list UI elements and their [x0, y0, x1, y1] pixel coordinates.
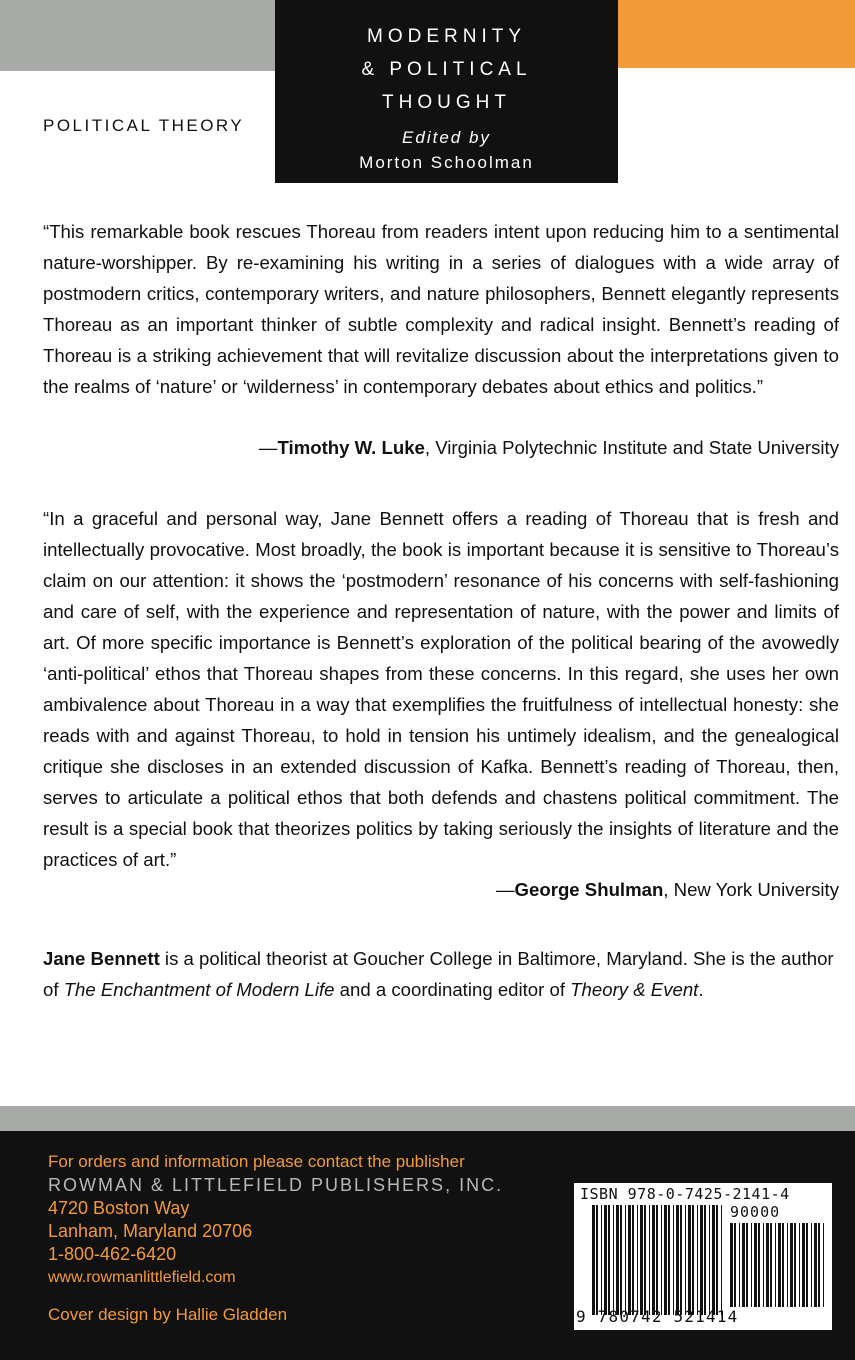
endorsement-quote-1: “This remarkable book rescues Thoreau from readers intent upon reducing him to a sentimental nature-worshipper. By re-examining his writing in a series of dialogues with a wide array of postmodern critics, contemporary writers, and nature philosophers, Bennett elegantly represents Thoreau as an important thinker of subtle complexity and radical insight. Bennett’s reading of Thoreau is a striking achievement that will revitalize discussion about the interpretations given to the realms of ‘nature’ or ‘wilderness’ in contemporary debates about ethics and politics.”: [43, 221, 839, 397]
barcode-bar: [637, 1205, 638, 1307]
author-bio: [43, 943, 839, 1005]
barcode-bar: [688, 1205, 691, 1307]
barcode-bar: [604, 1205, 607, 1307]
barcode-bar: [628, 1205, 631, 1307]
barcode-bar: [802, 1223, 805, 1307]
barcode-bar: [794, 1223, 796, 1307]
barcode-bar: [716, 1205, 718, 1307]
barcode-bar: [721, 1205, 722, 1307]
endorser-affiliation: , Virginia Polytechnic Institute and State University: [424, 437, 839, 458]
barcode-bar: [656, 1205, 658, 1307]
publisher-street: 4720 Boston Way: [48, 1198, 190, 1218]
barcode-bar: [730, 1223, 733, 1307]
author-name: Jane Bennett: [43, 948, 160, 969]
barcode-bar: [673, 1205, 674, 1307]
edited-by-label: Edited by: [402, 128, 491, 147]
bio-text: and a coordinating editor of: [334, 979, 571, 1000]
barcode-bar: [742, 1223, 745, 1307]
series-title: [275, 20, 618, 119]
barcode-bar: [652, 1205, 655, 1307]
bio-book-title-2: Theory & Event: [570, 979, 699, 1000]
series-title-line-3: THOUGHT: [382, 92, 511, 113]
barcode-bar: [787, 1223, 788, 1307]
bio-book-title-1: The Enchantment of Modern Life: [63, 979, 335, 1000]
publisher-name: ROWMAN & LITTLEFIELD PUBLISHERS, INC.: [48, 1175, 504, 1195]
barcode-bar: [692, 1205, 694, 1307]
barcode-bar: [734, 1223, 736, 1307]
endorser-name: George Shulman: [514, 879, 664, 900]
endorser-name: Timothy W. Luke: [277, 437, 425, 458]
barcode-bar: [739, 1223, 740, 1307]
barcode-bar: [700, 1205, 703, 1307]
barcode-bar: [640, 1205, 643, 1307]
barcode-bar: [685, 1205, 686, 1307]
barcode-bar: [668, 1205, 670, 1307]
barcode-bar: [782, 1223, 784, 1307]
isbn-number: ISBN 978-0-7425-2141-4: [580, 1185, 790, 1203]
publisher-city: Lanham, Maryland 20706: [48, 1221, 253, 1241]
barcode-bar: [751, 1223, 752, 1307]
endorsement-quote-2: “In a graceful and personal way, Jane Bennett offers a reading of Thoreau that is fresh and intellectually provocative. Most broadly, the book is important because it is sensitive to Thoreau’s claim on our attention: it shows the ‘postmodern’ resonance of his concerns with self-fashioning and care of self, with the experience and representation of nature, with the power and limits of art. Of more specific importance is Bennett’s exploration of the political bearing of the avowedly ‘anti-political’ ethos that Thoreau shapes from these concerns. In this regard, she uses her own ambivalence about Thoreau in a way that exemplifies the fruitfulness of intellectual honesty: she reads with and against Thoreau, to hold in tension his untimely idealism, and the genealogical critique she discloses in an extended discussion of Kafka. Bennett’s reading of Thoreau, then, serves to articulate a political ethos that both defends and chastens political commitment. The result is a special book that theorizes politics by taking seriously the insights of literature and the practices of art.”: [43, 508, 839, 870]
barcode-bar: [644, 1205, 646, 1307]
barcode-bar: [704, 1205, 706, 1307]
barcode-bar: [601, 1205, 602, 1307]
category-label: POLITICAL THEORY: [43, 116, 245, 135]
barcode-bar: [709, 1205, 710, 1307]
barcode-bar: [616, 1205, 619, 1307]
barcode-bar: [758, 1223, 760, 1307]
bio-text: is a political theorist at Goucher College in Baltimore, Maryland. She is the author of: [43, 948, 834, 1000]
barcode-bar: [766, 1223, 769, 1307]
barcode-bar: [754, 1223, 757, 1307]
endorser-affiliation: , New York University: [663, 879, 839, 900]
barcode-bar: [592, 1205, 595, 1307]
series-title-line-2: & POLITICAL: [361, 59, 532, 80]
series-editor: Morton Schoolman: [359, 153, 534, 172]
bio-text: .: [698, 979, 704, 1000]
isbn-barcode: [574, 1183, 832, 1330]
barcode-bar: [608, 1205, 610, 1307]
price-code: 90000: [730, 1203, 781, 1221]
barcode-bar: [799, 1223, 800, 1307]
top-left-gray-band: [0, 0, 275, 71]
barcode-bar: [806, 1223, 808, 1307]
barcode-bar: [680, 1205, 682, 1307]
ean-digits: 9 780742 521414: [576, 1307, 739, 1326]
series-title-box: [275, 0, 618, 183]
barcode-bar: [596, 1205, 598, 1307]
barcode-bar: [814, 1223, 817, 1307]
barcode-bar: [664, 1205, 667, 1307]
publisher-contact-line: For orders and information please contact the publisher: [48, 1152, 465, 1171]
barcode-bar: [632, 1205, 634, 1307]
barcode-bar: [676, 1205, 679, 1307]
attribution-dash: —: [258, 437, 278, 458]
barcode-bar: [770, 1223, 772, 1307]
publisher-phone: 1-800-462-6420: [48, 1244, 177, 1264]
barcode-bar: [712, 1205, 715, 1307]
publisher-website: www.rowmanlittlefield.com: [48, 1269, 236, 1286]
endorsement-attribution-2: [496, 879, 839, 901]
endorsement-attribution-1: [259, 437, 839, 459]
barcode-bar: [823, 1223, 824, 1307]
barcode-bar: [661, 1205, 662, 1307]
barcode-bar: [811, 1223, 812, 1307]
bottom-gray-band: [0, 1106, 855, 1131]
barcode-bar: [625, 1205, 626, 1307]
barcode-bar: [790, 1223, 793, 1307]
barcode-bar: [649, 1205, 650, 1307]
barcode-bar: [620, 1205, 622, 1307]
barcode-bar: [775, 1223, 776, 1307]
barcode-bar: [818, 1223, 820, 1307]
cover-design-credit: Cover design by Hallie Gladden: [48, 1305, 288, 1324]
series-title-line-1: MODERNITY: [367, 26, 526, 47]
barcode-bar: [763, 1223, 764, 1307]
barcode-bar: [778, 1223, 781, 1307]
barcode-bar: [613, 1205, 614, 1307]
attribution-dash: —: [495, 879, 515, 900]
top-right-orange-band: [618, 0, 855, 68]
barcode-bar: [697, 1205, 698, 1307]
barcode-bar: [746, 1223, 748, 1307]
